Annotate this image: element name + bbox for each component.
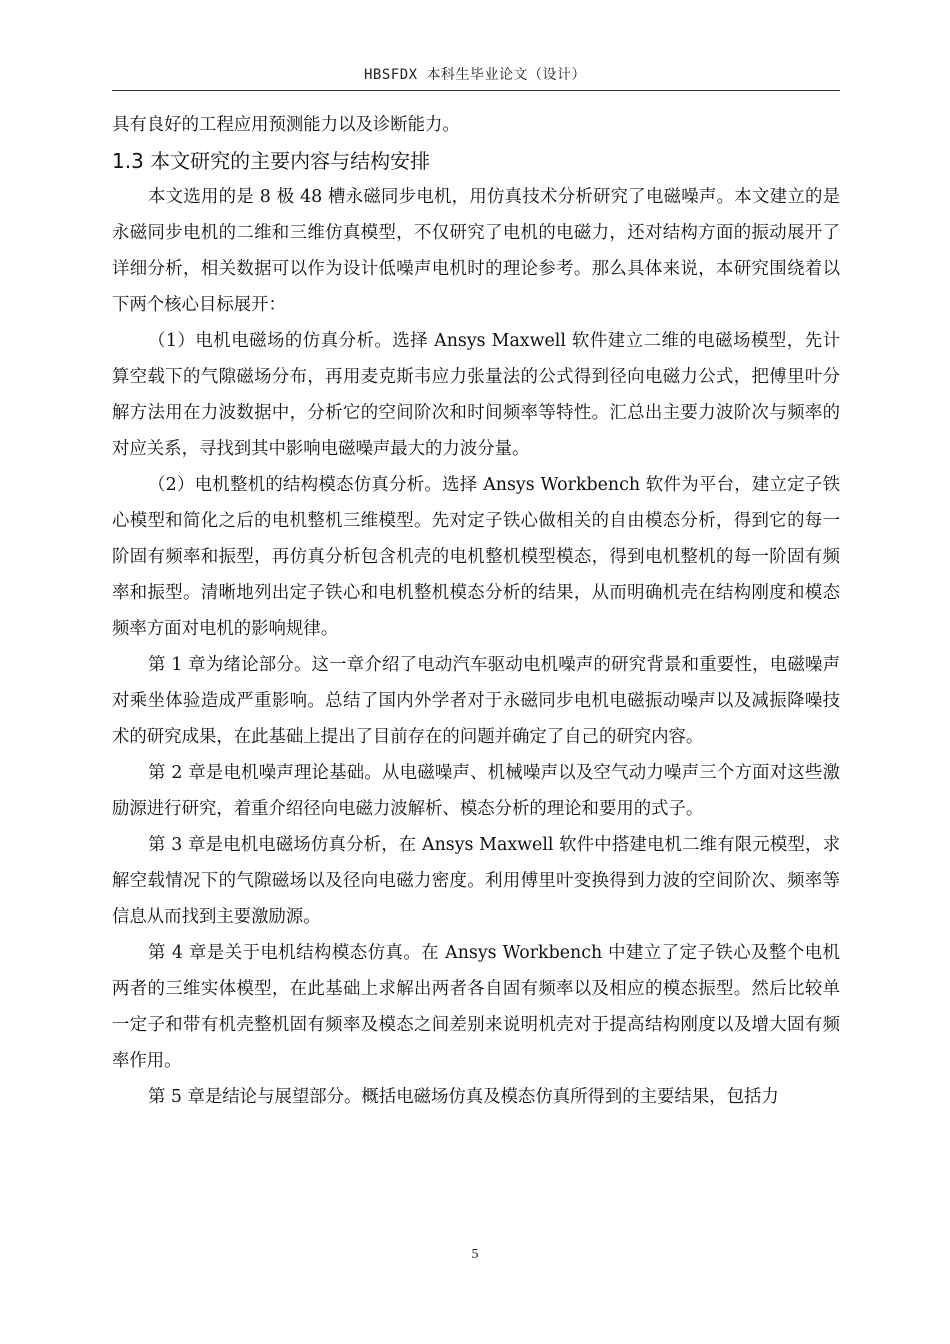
header-divider xyxy=(112,90,840,91)
paragraph-objective-1: （1）电机电磁场的仿真分析。选择 Ansys Maxwell 软件建立二维的电磁场模型，先计算空载下的气隙磁场分布，再用麦克斯韦应力张量法的公式得到径向电磁力公式，把傅里叶分解方法用在力波数据中，分析它的空间阶次和时间频率等特性。汇总出主要力波阶次与频率的对应关系，寻找到其中影响电磁噪声最大的力波分量。 xyxy=(112,331,840,459)
paragraph-chapter-2: 第 2 章是电机噪声理论基础。从电磁噪声、机械噪声以及空气动力噪声三个方面对这些激励源进行研究，着重介绍径向电磁力波解析、模态分析的理论和要用的式子。 xyxy=(112,763,840,819)
paragraph-chapter-4: 第 4 章是关于电机结构模态仿真。在 Ansys Workbench 中建立了定子铁心及整个电机两者的三维实体模型，在此基础上求解出两者各自固有频率以及相应的模态振型。然后比较单一定子和带有机壳整机固有频率及模态之间差别来说明机壳对于提高结构刚度以及增大固有频率作用。 xyxy=(112,943,840,1071)
paragraph-chapter-5: 第 5 章是结论与展望部分。概括电磁场仿真及模态仿真所得到的主要结果，包括力 xyxy=(148,1087,779,1107)
paragraph-continuation: 具有良好的工程应用预测能力以及诊断能力。 xyxy=(112,115,460,135)
page-body xyxy=(112,107,840,1115)
running-header: HBSFDX 本科生毕业论文（设计） xyxy=(363,67,586,83)
paragraph-chapter-3: 第 3 章是电机电磁场仿真分析，在 Ansys Maxwell 软件中搭建电机二维有限元模型，求解空载情况下的气隙磁场以及径向电磁力密度。利用傅里叶变换得到力波的空间阶次、频率等信息从而找到主要激励源。 xyxy=(112,835,840,927)
section-heading: 1.3 本文研究的主要内容与结构安排 xyxy=(112,149,431,173)
paragraph-objective-2: （2）电机整机的结构模态仿真分析。选择 Ansys Workbench 软件为平台，建立定子铁心模型和简化之后的电机整机三维模型。先对定子铁心做相关的自由模态分析，得到它的每一阶固有频率和振型，再仿真分析包含机壳的电机整机模型模态，得到电机整机的每一阶固有频率和振型。清晰地列出定子铁心和电机整机模态分析的结果，从而明确机壳在结构刚度和模态频率方面对电机的影响规律。 xyxy=(112,475,840,639)
page-number: 5 xyxy=(471,1247,479,1262)
paragraph-intro: 本文选用的是 8 极 48 槽永磁同步电机，用仿真技术分析研究了电磁噪声。本文建立的是永磁同步电机的二维和三维仿真模型，不仅研究了电机的电磁力，还对结构方面的振动展开了详细分析，相关数据可以作为设计低噪声电机时的理论参考。那么具体来说，本研究围绕着以下两个核心目标展开： xyxy=(112,187,840,315)
paragraph-chapter-1: 第 1 章为绪论部分。这一章介绍了电动汽车驱动电机噪声的研究背景和重要性，电磁噪声对乘坐体验造成严重影响。总结了国内外学者对于永磁同步电机电磁振动噪声以及减振降噪技术的研究成果，在此基础上提出了目前存在的问题并确定了自己的研究内容。 xyxy=(112,655,840,747)
